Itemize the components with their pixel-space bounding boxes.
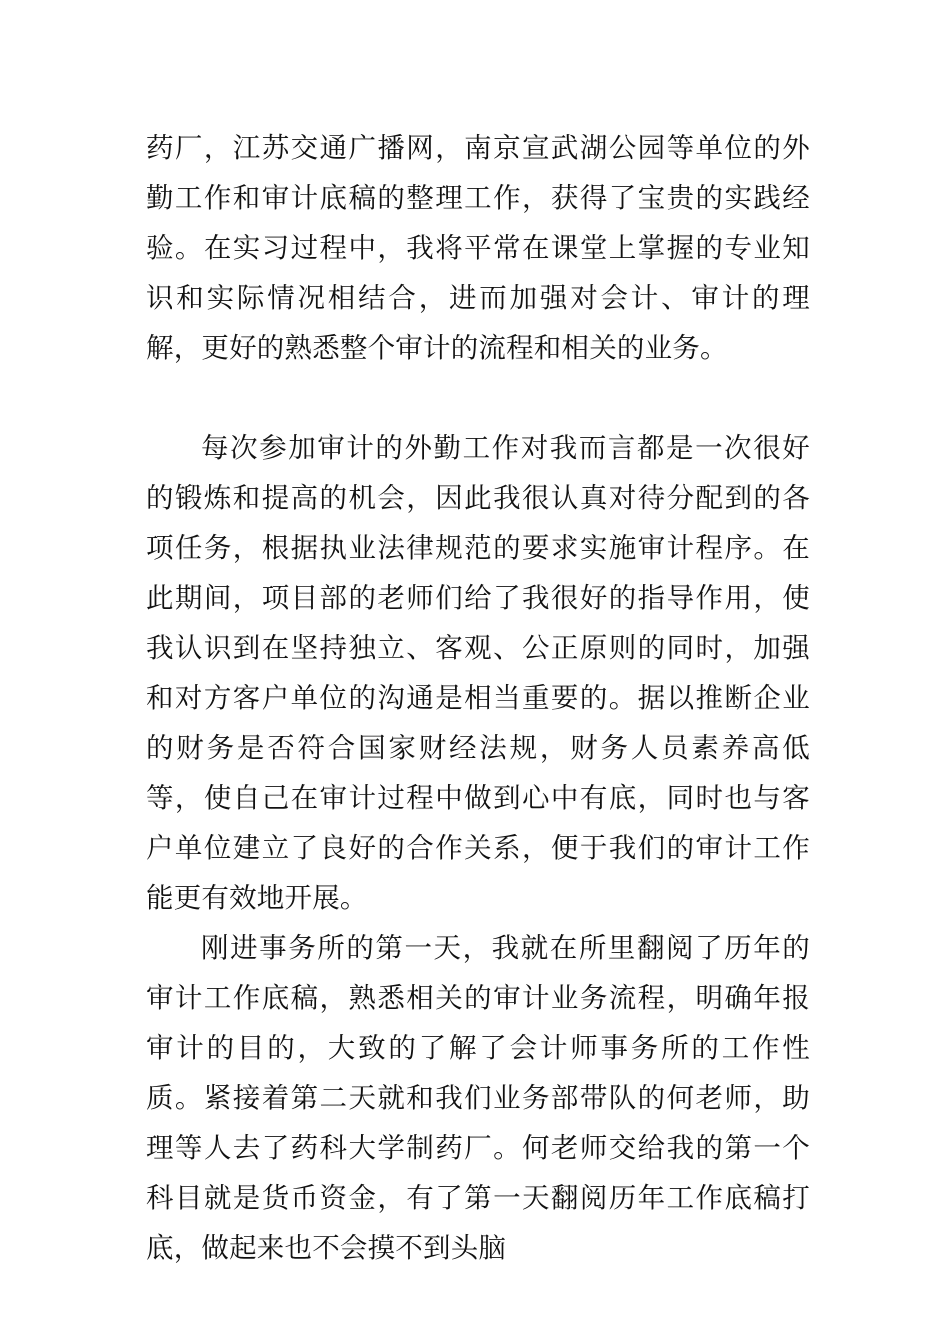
paragraph-1: 药厂，江苏交通广播网，南京宣武湖公园等单位的外勤工作和审计底稿的整理工作，获得了宝贵的实践经验。在实习过程中，我将平常在课堂上掌握的专业知识和实际情况相结合，进而加强对会计、审计的理解，更好的熟悉整个审计的流程和相关的业务。 [146,132,810,364]
paragraph-2: 每次参加审计的外勤工作对我而言都是一次很好的锻炼和提高的机会，因此我很认真对待分配到的各项任务，根据执业法律规范的要求实施审计程序。在此期间，项目部的老师们给了我很好的指导作用，使我认识到在坚持独立、客观、公正原则的同时，加强和对方客户单位的沟通是相当重要的。据以推断企业的财务是否符合国家财经法规，财务人员素养高低等，使自己在审计过程中做到心中有底，同时也与客户单位建立了良好的合作关系，便于我们的审计工作能更有效地开展。 [146,432,810,914]
paragraph-3: 刚进事务所的第一天，我就在所里翻阅了历年的审计工作底稿，熟悉相关的审计业务流程，明确年报审计的目的，大致的了解了会计师事务所的工作性质。紧接着第二天就和我们业务部带队的何老师，助理等人去了药科大学制药厂。何老师交给我的第一个科目就是货币资金，有了第一天翻阅历年工作底稿打底，做起来也不会摸不到头脑 [146,932,810,1264]
